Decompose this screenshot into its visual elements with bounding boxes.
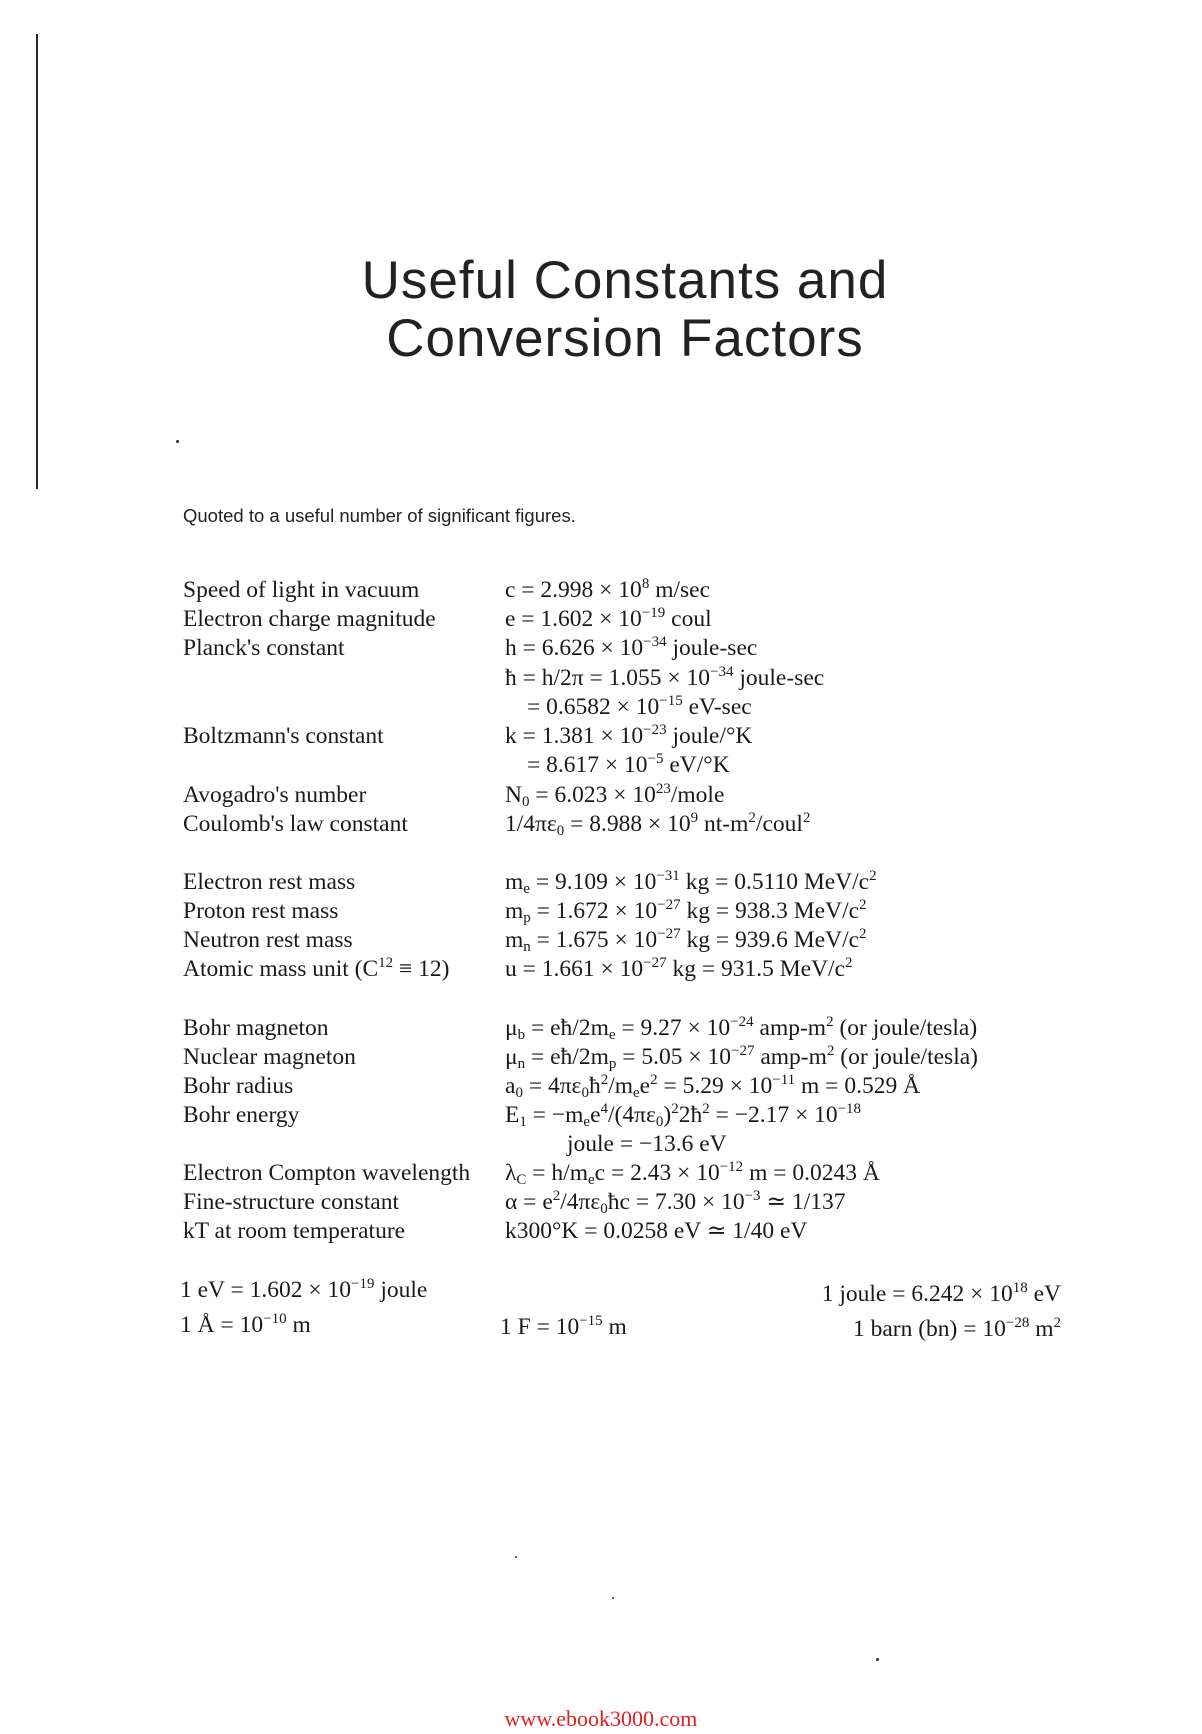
table-row: [0, 634, 1202, 663]
table-row: [0, 1101, 1202, 1130]
constant-label: Neutron rest mass: [183, 927, 353, 953]
constant-value: $u = 1.661 \times 10^{-27}$ kg = 931.5 MeV/$c^2$: [505, 955, 853, 982]
constant-value: $E_1$ = $-m_ee^4/(4\pi\varepsilon_0)^22ħ^2 = -2.17 \times 10^{-18}$: [505, 1101, 862, 1130]
constant-value: $\lambda_C = h/m_ec = 2.43 \times 10^{-12}$ m = 0.0243 Å: [505, 1159, 880, 1188]
conversion-joule-ev: 1 joule = $6.242 \times 10^{18}$ eV: [821, 1280, 1061, 1307]
table-row: [0, 664, 1202, 693]
constant-label: Electron charge magnitude: [183, 606, 436, 632]
constant-label: Speed of light in vacuum: [183, 577, 420, 603]
constant-label: Atomic mass unit $(C^{12} \equiv 12)$: [183, 955, 450, 982]
constant-value: $m_e = 9.109 \times 10^{-31}$ kg = 0.5110 MeV/$c^2$: [505, 868, 877, 897]
constant-label: Bohr magneton: [183, 1015, 329, 1041]
constant-value: $m_p = 1.672 \times 10^{-27}$ kg = 938.3 MeV/$c^2$: [505, 897, 867, 926]
constant-value: $\mu_b$ = $eħ/2m_e = 9.27 \times 10^{-24}$ amp-$m^2$ (or joule/tesla): [505, 1014, 978, 1043]
conversion-ev-joule: 1 eV = $1.602 \times 10^{-19}$ joule: [180, 1276, 428, 1303]
constant-label: Planck's constant: [183, 635, 345, 661]
constant-label: Proton rest mass: [183, 898, 339, 924]
table-row: [0, 926, 1202, 955]
constant-value: $c = 2.998 \times 10^8$ m/sec: [505, 576, 711, 603]
constant-value: $\mu_n$ = $eħ/2m_p = 5.05 \times 10^{-27}$ amp-$m^2$ (or joule/tesla): [505, 1043, 978, 1072]
constant-label: Fine-structure constant: [183, 1189, 400, 1215]
table-row: [0, 897, 1202, 926]
table-row: [0, 693, 1202, 722]
constant-value: k300°K = 0.0258 eV ≃ 1/40 eV: [505, 1218, 808, 1244]
constant-value: $a_0$ = $4\pi\varepsilon_0ħ^2/m_ee^2 = 5.29 \times 10^{-11}$ m = 0.529 Å: [505, 1072, 921, 1101]
scan-speck: [515, 1556, 517, 1558]
table-row: [0, 781, 1202, 810]
constant-label: Nuclear magneton: [183, 1044, 356, 1070]
constant-value: ħ = $h/2\pi = 1.055 \times 10^{-34}$ joule-sec: [505, 664, 825, 691]
constant-label: kT at room temperature: [183, 1218, 406, 1244]
scan-speck: [612, 1597, 614, 1599]
constant-label: Bohr energy: [183, 1102, 300, 1128]
constant-value: $1/4\pi\varepsilon_0 = 8.988 \times 10^9$ $nt-m^2/coul^2$: [505, 810, 811, 839]
constant-value: $h = 6.626 \times 10^{-34}$ joule-sec: [505, 634, 758, 661]
table-row: [0, 955, 1202, 984]
page-title: [300, 252, 950, 368]
margin-bar: [36, 34, 38, 489]
constant-label: Electron rest mass: [183, 869, 356, 895]
table-row: [0, 868, 1202, 897]
constant-value: $k = 1.381 \times 10^{-23}$ joule/°K: [505, 722, 753, 749]
constant-value: joule = −13.6 eV: [567, 1131, 727, 1157]
scan-speck: [176, 440, 179, 443]
footer-watermark: www.ebook3000.com: [504, 1706, 698, 1731]
table-row: [0, 1072, 1202, 1101]
constant-value: $m_n = 1.675 \times 10^{-27}$ kg = 939.6 MeV/$c^2$: [505, 926, 867, 955]
table-row: [0, 1159, 1202, 1188]
constant-label: Avogadro's number: [183, 782, 367, 808]
table-row: [0, 751, 1202, 780]
significant-figures-note: Quoted to a useful number of significant figures.: [183, 505, 576, 526]
conversion-barn: 1 barn $(bn) = 10^{-28}$ $m^2$: [852, 1315, 1061, 1342]
constant-label: Bohr radius: [183, 1073, 294, 1099]
table-row: [0, 722, 1202, 751]
table-row: [0, 1217, 1202, 1246]
constant-value: = $0.6582 \times 10^{-15}$ eV-sec: [527, 693, 752, 720]
constant-label: Boltzmann's constant: [183, 723, 384, 749]
table-row: [0, 810, 1202, 839]
table-row: [0, 605, 1202, 634]
constant-value: = $8.617 \times 10^{-5}$ eV/°K: [527, 751, 730, 778]
table-row: [0, 576, 1202, 605]
title-line-1: Useful Constants and: [361, 251, 889, 310]
table-row: [0, 1043, 1202, 1072]
conversion-angstrom: 1 Å = $10^{-10}$ m: [180, 1311, 311, 1338]
table-row: [0, 1188, 1202, 1217]
table-row: [0, 1130, 1202, 1159]
constant-label: Coulomb's law constant: [183, 811, 408, 837]
constant-label: Electron Compton wavelength: [183, 1160, 471, 1186]
constant-value: $\alpha = e^2/4\pi\varepsilon_0ħc = 7.30 \times 10^{-3}$ ≃ 1/137: [505, 1188, 846, 1217]
scan-speck: [876, 1658, 879, 1661]
constant-value: $e = 1.602 \times 10^{-19}$ coul: [505, 605, 712, 632]
table-row: [0, 1014, 1202, 1043]
conversion-fermi: 1 $F = 10^{-15}$ m: [500, 1313, 627, 1340]
constant-value: $N_0 = 6.023$ × $10^{23}$/mole: [505, 781, 725, 810]
title-line-2: Conversion Factors: [386, 309, 864, 368]
